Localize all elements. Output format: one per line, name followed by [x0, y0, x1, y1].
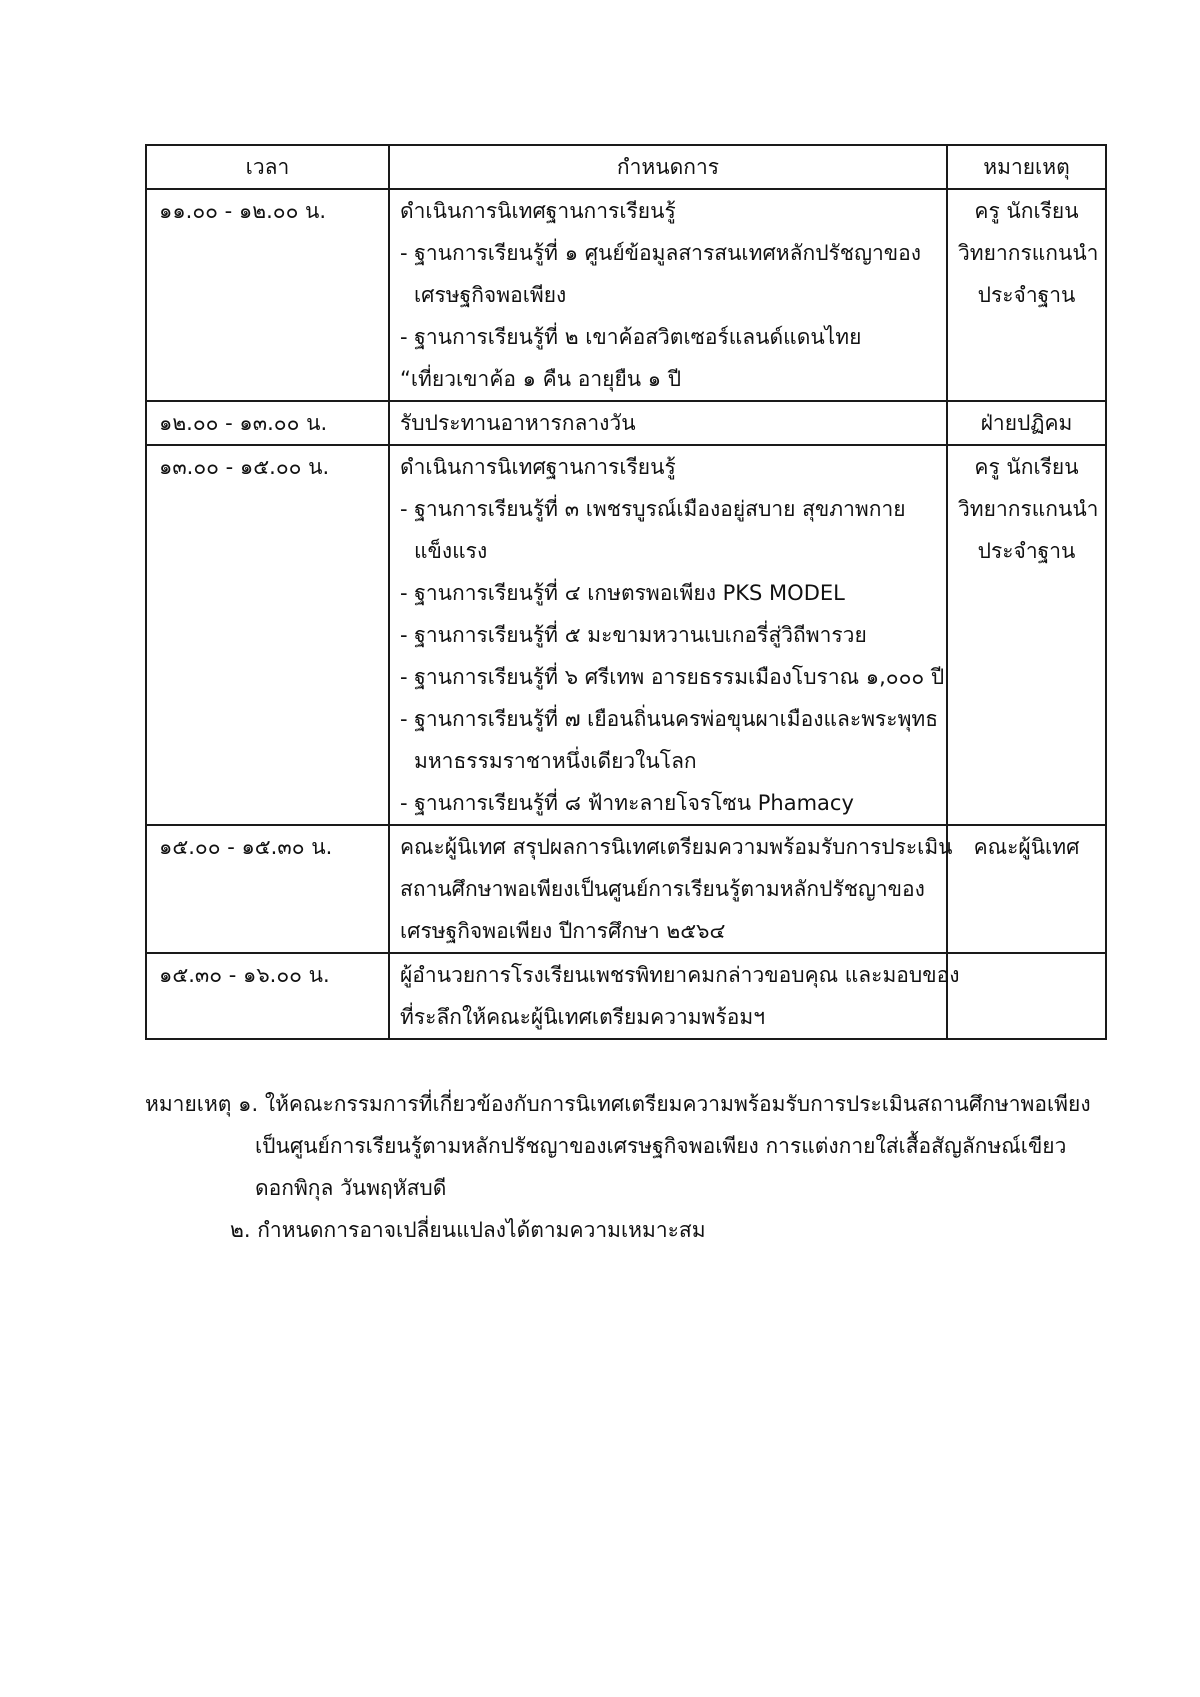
note-line: ประจำฐาน — [977, 283, 1076, 307]
remark-item-1-line-2: เป็นศูนย์การเรียนรู้ตามหลักปรัชญาของเศรษฐกิจพอเพียง การแต่งกายใส่เสื้อสัญลักษณ์เขียว — [255, 1134, 1067, 1158]
remarks-label: หมายเหตุ — [145, 1092, 232, 1116]
remark-text: ๑. ให้คณะกรรมการที่เกี่ยวข้องกับการนิเทศเตรียมความพร้อมรับการประเมินสถานศึกษาพอเพียง — [238, 1092, 1091, 1116]
table-row — [146, 189, 1106, 401]
table-row — [146, 401, 1106, 445]
agenda-line: เศรษฐกิจพอเพียง ปีการศึกษา ๒๕๖๔ — [400, 919, 726, 943]
note-line: วิทยากรแกนนำ — [958, 497, 1099, 521]
agenda-cell — [389, 189, 947, 401]
remark-item-1-line-1 — [145, 1083, 1105, 1125]
note-line: วิทยากรแกนนำ — [958, 241, 1099, 265]
table-header-row — [146, 145, 1106, 189]
agenda-line: - ฐานการเรียนรู้ที่ ๖ ศรีเทพ อารยธรรมเมืองโบราณ ๑,๐๐๐ ปี — [400, 665, 945, 689]
note-cell — [947, 445, 1106, 825]
note-cell — [947, 401, 1106, 445]
note-cell — [947, 825, 1106, 953]
note-line: คณะผู้นิเทศ — [973, 835, 1080, 859]
remark-item-1-line-3: ดอกพิกุล วันพฤหัสบดี — [255, 1176, 447, 1200]
time-cell — [146, 953, 389, 1039]
agenda-line: - ฐานการเรียนรู้ที่ ๓ เพชรบูรณ์เมืองอยู่สบาย สุขภาพกาย — [400, 497, 906, 521]
agenda-line: ดำเนินการนิเทศฐานการเรียนรู้ — [400, 199, 676, 223]
note-line: ประจำฐาน — [977, 539, 1076, 563]
note-line: ครู นักเรียน — [974, 199, 1079, 223]
remarks-section — [145, 1083, 1105, 1251]
agenda-line: เศรษฐกิจพอเพียง — [414, 283, 567, 307]
note-cell — [947, 189, 1106, 401]
header-time: เวลา — [146, 145, 389, 189]
note-cell — [947, 953, 1106, 1039]
note-line: ครู นักเรียน — [974, 455, 1079, 479]
header-note: หมายเหตุ — [947, 145, 1106, 189]
agenda-line: - ฐานการเรียนรู้ที่ ๗ เยือนถิ่นนครพ่อขุนผาเมืองและพระพุทธ — [400, 707, 939, 731]
time-text: ๑๕.๓๐ - ๑๖.๐๐ น. — [159, 963, 330, 987]
agenda-line: - ฐานการเรียนรู้ที่ ๘ ฟ้าทะลายโจรโซน Phamacy — [400, 791, 854, 815]
agenda-line: - ฐานการเรียนรู้ที่ ๕ มะขามหวานเบเกอรี่สู่วิถีพารวย — [400, 623, 867, 647]
time-text: ๑๒.๐๐ - ๑๓.๐๐ น. — [159, 411, 328, 435]
agenda-line: ผู้อำนวยการโรงเรียนเพชรพิทยาคมกล่าวขอบคุณ และมอบของ — [400, 963, 960, 987]
agenda-line: - ฐานการเรียนรู้ที่ ๑ ศูนย์ข้อมูลสารสนเทศหลักปรัชญาของ — [400, 241, 921, 265]
time-cell — [146, 825, 389, 953]
agenda-line: ที่ระลึกให้คณะผู้นิเทศเตรียมความพร้อมฯ — [400, 1005, 765, 1029]
agenda-line: รับประทานอาหารกลางวัน — [400, 411, 636, 435]
table-row — [146, 445, 1106, 825]
agenda-cell — [389, 953, 960, 1039]
agenda-cell — [389, 401, 947, 445]
time-cell — [146, 445, 389, 825]
agenda-line: มหาธรรมราชาหนึ่งเดียวในโลก — [414, 749, 697, 773]
agenda-line: - ฐานการเรียนรู้ที่ ๔ เกษตรพอเพียง PKS MODEL — [400, 581, 845, 605]
agenda-line: คณะผู้นิเทศ สรุปผลการนิเทศเตรียมความพร้อมรับการประเมิน — [400, 835, 953, 859]
agenda-line: สถานศึกษาพอเพียงเป็นศูนย์การเรียนรู้ตามหลักปรัชญาของ — [400, 877, 925, 901]
agenda-line: ดำเนินการนิเทศฐานการเรียนรู้ — [400, 455, 676, 479]
time-text: ๑๑.๐๐ - ๑๒.๐๐ น. — [159, 199, 327, 223]
time-text: ๑๕.๐๐ - ๑๕.๓๐ น. — [159, 835, 333, 859]
table-row — [146, 825, 1106, 953]
time-cell — [146, 401, 389, 445]
agenda-line: “เที่ยวเขาค้อ ๑ คืน อายุยืน ๑ ปี — [400, 367, 682, 391]
table-row — [146, 953, 1106, 1039]
agenda-cell — [389, 445, 947, 825]
header-agenda: กำหนดการ — [389, 145, 947, 189]
agenda-cell — [389, 825, 953, 953]
time-text: ๑๓.๐๐ - ๑๕.๐๐ น. — [159, 455, 330, 479]
note-line: ฝ่ายปฏิคม — [980, 411, 1073, 435]
agenda-line: แข็งแรง — [414, 539, 488, 563]
schedule-table — [145, 144, 1107, 1040]
agenda-line: - ฐานการเรียนรู้ที่ ๒ เขาค้อสวิตเซอร์แลนด์แดนไทย — [400, 325, 862, 349]
remark-item-2: ๒. กำหนดการอาจเปลี่ยนแปลงได้ตามความเหมาะสม — [230, 1218, 706, 1242]
time-cell — [146, 189, 389, 401]
